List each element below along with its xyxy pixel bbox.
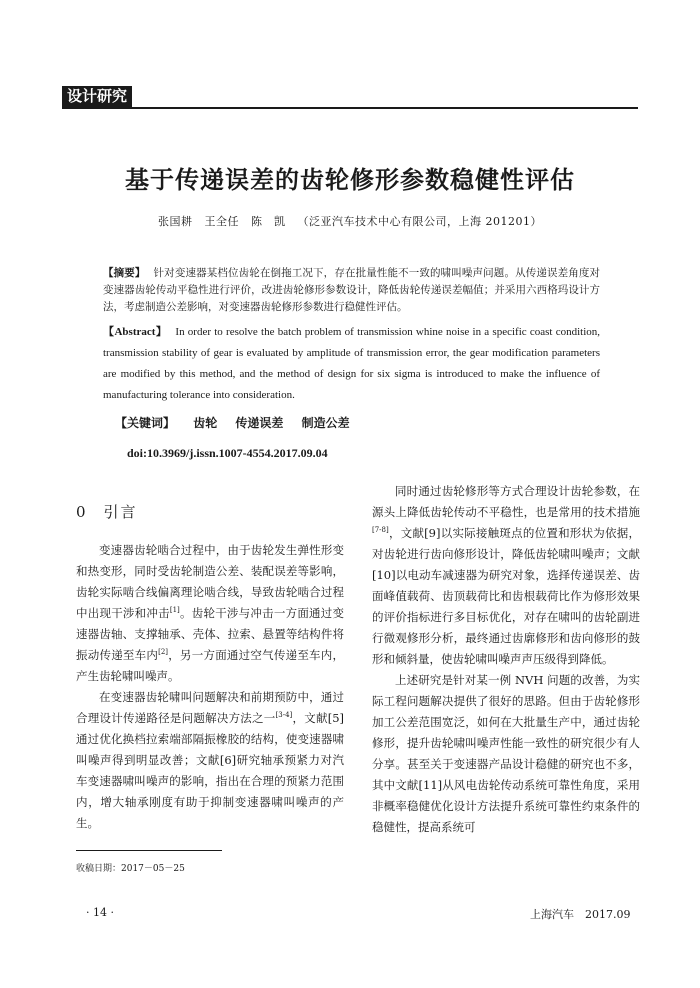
section-title: 引言 xyxy=(103,503,138,521)
received-date: 收稿日期：2017－05－25 xyxy=(76,864,185,874)
keyword: 传递误差 xyxy=(235,416,284,430)
footnote-rule xyxy=(76,850,222,851)
paragraph: 在变速器齿轮啸叫问题解决和前期预防中，通过合理设计传递路径是问题解决方法之一[3-4]，文献[5]通过优化换档拉索端部隔振橡胶的结构，使变速器啸叫噪声得到明显改善；文献[6]研究轴承预紧力对汽车变速器啸叫噪声的影响，指出在合理的预紧力范围内，增大轴承刚度有助于抑制变速器啸叫噪声的产生。 xyxy=(76,690,345,830)
abstract-en-text: In order to resolve the batch problem of transmission whine noise in a specific coast condition, transmission stability of gear is evaluated by amplitude of transmission error, the gear modification parameters are modified by this method, and the method of design for six sigma is introduced to make the influence of manufacturing tolerance into consideration. xyxy=(103,326,601,401)
author-name: 王全任 xyxy=(204,215,239,228)
paragraph: 同时通过齿轮修形等方式合理设计齿轮参数，在源头上降低齿轮传动不平稳性，也是常用的技术措施[7-8]，文献[9]以实际接触斑点的位置和形状为依据，对齿轮进行齿向修形设计，降低齿轮啸叫噪声；文献[10]以电动车减速器为研究对象，选择传递误差、齿面峰值载荷、齿顶载荷比和齿根载荷比作为修形效果的评价指标进行多目标优化，对存在啸叫的齿轮副进行微观修形分析，最终通过齿廓修形和齿向修形的鼓形和倾斜量，使齿轮啸叫噪声声压级得到降低。 xyxy=(372,484,640,666)
doi: doi:10.3969/j.issn.1007-4554.2017.09.04 xyxy=(127,446,328,460)
keywords-label: 【关键词】 xyxy=(115,416,176,430)
keywords xyxy=(115,414,350,431)
paragraph: 变速器齿轮啮合过程中，由于齿轮发生弹性形变和热变形，同时受齿轮制造公差、装配误差等影响，齿轮实际啮合线偏离理论啮合线，导致齿轮啮合过程中出现干涉和冲击[1]。齿轮干涉与冲击一方面通过变速器齿轴、支撑轴承、壳体、拉索、悬置等结构件将振动传递至车内[2]，另一方面通过空气传递至车内，产生齿轮啸叫噪声。 xyxy=(76,543,345,683)
abstract-cn-label: 【摘要】 xyxy=(103,267,146,279)
author-name: 陈 凯 xyxy=(251,215,286,228)
section-tag: 设计研究 xyxy=(62,86,132,107)
citation: [7-8] xyxy=(372,526,389,535)
citation: [3-4] xyxy=(275,711,293,720)
abstract-cn-text: 针对变速器某档位齿轮在倒拖工况下，存在批量性能不一致的啸叫噪声问题。从传递误差角度对变速器齿轮传动平稳性进行评价，改进齿轮修形参数设计，降低齿轮传递误差幅值；并采用六西格玛设计方法，考虑制造公差影响，对变速器齿轮修形参数进行稳健性评估。 xyxy=(103,267,601,313)
abstract-en-label: 【Abstract】 xyxy=(103,326,168,338)
left-column xyxy=(76,540,344,834)
abstract-en xyxy=(103,322,600,406)
keyword: 制造公差 xyxy=(301,416,350,430)
citation: [1] xyxy=(169,606,180,615)
section-heading xyxy=(76,501,138,522)
section-number: 0 xyxy=(76,503,88,521)
affiliation: （泛亚汽车技术中心有限公司，上海 201201） xyxy=(297,215,542,228)
keyword: 齿轮 xyxy=(193,416,218,430)
header-rule xyxy=(62,107,638,109)
author-name: 张国耕 xyxy=(158,215,193,228)
author-line xyxy=(0,213,700,229)
right-column xyxy=(372,481,640,838)
page-number: · 14 · xyxy=(86,906,114,919)
paragraph: 上述研究是针对某一例 NVH 问题的改善，为实际工程问题解决提供了很好的思路。但由于齿轮修形加工公差范围宽泛，如何在大批量生产中，通过齿轮修形，提升齿轮啸叫噪声性能一致性的研究很少有人分享。甚至关于变速器产品设计稳健的研究也不多，其中文献[11]从风电齿轮传动系统可靠性角度，采用非概率稳健优化设计方法提升系统可靠性约束条件的稳健性，提高系统可 xyxy=(372,673,640,834)
citation: [2] xyxy=(158,648,169,657)
abstract-cn xyxy=(103,265,600,316)
article-title: 基于传递误差的齿轮修形参数稳健性评估 xyxy=(125,166,575,194)
journal-issue: 上海汽车 2017.09 xyxy=(530,908,631,921)
